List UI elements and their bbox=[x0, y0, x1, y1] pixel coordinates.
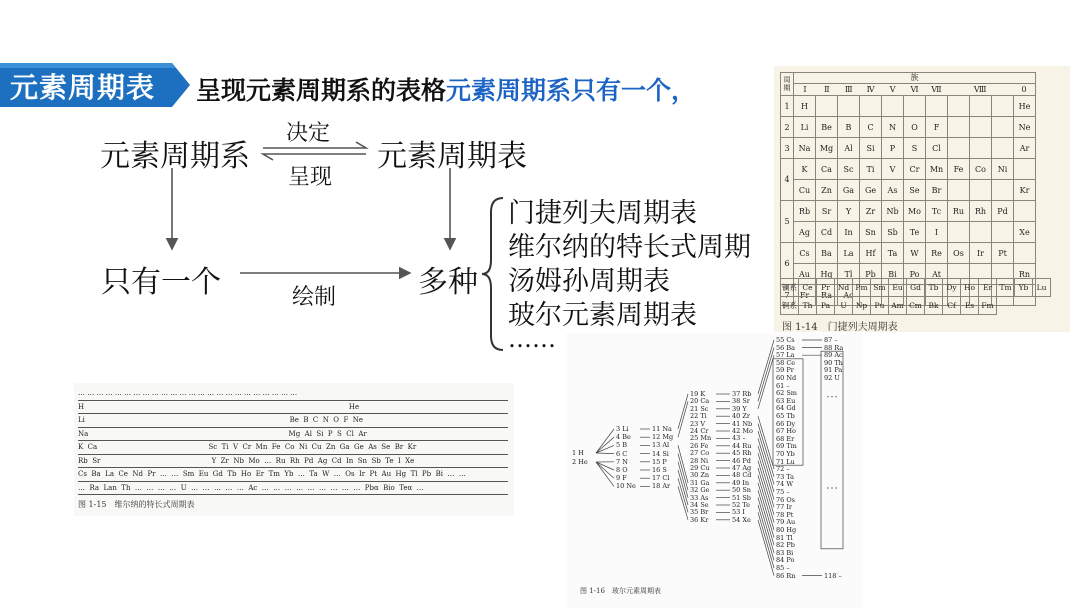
element-cell: Tc bbox=[926, 201, 948, 222]
bohr-element: 10 Ne bbox=[616, 482, 636, 491]
bohr-element: 13 Al bbox=[652, 441, 670, 450]
werner-rows bbox=[78, 387, 508, 495]
bohr-caption: 图 1-16 玻尔元素周期表 bbox=[580, 587, 661, 595]
bohr-connector bbox=[678, 445, 688, 482]
bohr-element: 14 Si bbox=[652, 449, 669, 458]
bohr-element: 36 Kr bbox=[690, 515, 709, 524]
label-decide: 决定 bbox=[286, 121, 331, 146]
bohr-element: 6 C bbox=[616, 449, 628, 458]
f-block-element: Np bbox=[853, 297, 871, 315]
element-cell: Fe bbox=[948, 159, 970, 180]
kind-etc: …… bbox=[508, 325, 556, 353]
element-cell bbox=[1014, 243, 1036, 264]
bohr-element: 83 Bi bbox=[776, 548, 794, 557]
element-cell: Re bbox=[926, 243, 948, 264]
period-number: 6 bbox=[781, 243, 794, 285]
label-present: 呈现 bbox=[288, 165, 333, 190]
bohr-connector bbox=[596, 462, 614, 478]
kind-bohr: 玻尔元素周期表 bbox=[508, 300, 697, 331]
bohr-element: 86 Rn bbox=[776, 571, 796, 580]
f-block-element: Dy bbox=[943, 279, 961, 297]
element-cell: Ga bbox=[838, 180, 860, 201]
bohr-element: 51 Sb bbox=[732, 493, 751, 502]
bohr-connector bbox=[678, 401, 688, 437]
bohr-element: 31 Ga bbox=[690, 478, 710, 487]
kind-werner: 维尔纳的特长式周期 bbox=[508, 232, 751, 263]
mendeleev-table bbox=[780, 72, 1036, 306]
bohr-element: 73 Ta bbox=[776, 472, 795, 481]
element-cell: Y bbox=[838, 201, 860, 222]
element-cell: Te bbox=[904, 222, 926, 243]
period-number: 4 bbox=[781, 159, 794, 201]
bohr-element: 2 He bbox=[572, 458, 588, 466]
f-block-element: Ce bbox=[799, 279, 817, 297]
f-block-element: Er bbox=[979, 279, 997, 297]
element-cell: Ne bbox=[1014, 117, 1036, 138]
element-cell: Ru bbox=[948, 201, 970, 222]
period-number: 3 bbox=[781, 138, 794, 159]
bohr-element: 41 Nb bbox=[732, 419, 753, 428]
f-block-element: Yb bbox=[1015, 279, 1033, 297]
bohr-figure bbox=[566, 333, 862, 608]
werner-row: Rb Sr Y Zr Nb Mo … Ru Rh Pd Ag Cd In Sn Sb Te I Xe bbox=[78, 455, 508, 469]
bohr-connector bbox=[678, 478, 688, 512]
werner-row: H He bbox=[78, 401, 508, 415]
element-cell: Cl bbox=[926, 138, 948, 159]
element-cell: Ge bbox=[860, 180, 882, 201]
headline-highlight: 元素周期系只有一个， bbox=[446, 76, 697, 105]
bohr-connector bbox=[596, 437, 614, 453]
bohr-element: 40 Zr bbox=[732, 412, 750, 421]
bohr-element: 90 Th bbox=[824, 358, 843, 367]
bohr-element: 46 Pd bbox=[732, 456, 751, 465]
bohr-element: 45 Rh bbox=[732, 449, 752, 458]
element-cell: Rh bbox=[970, 201, 992, 222]
werner-figure bbox=[74, 383, 514, 516]
element-cell: H bbox=[794, 96, 816, 117]
bohr-element: 20 Ca bbox=[690, 397, 710, 406]
mendeleev-row bbox=[781, 180, 1036, 201]
element-cell: In bbox=[838, 222, 860, 243]
bohr-element: 69 Tm bbox=[776, 442, 797, 451]
element-cell: Ra bbox=[816, 285, 838, 306]
element-cell bbox=[838, 96, 860, 117]
element-cell: Sb bbox=[882, 222, 904, 243]
element-cell bbox=[816, 96, 838, 117]
bohr-element: 70 Yb bbox=[776, 450, 795, 458]
bohr-connector bbox=[678, 394, 688, 429]
element-cell bbox=[1014, 201, 1036, 222]
f-block-element: Fm bbox=[979, 297, 997, 315]
bohr-element: 68 Er bbox=[776, 434, 795, 443]
mendeleev-row bbox=[781, 201, 1036, 222]
f-block-row bbox=[781, 279, 1051, 297]
arrow-decide bbox=[263, 142, 366, 148]
element-cell: La bbox=[838, 243, 860, 264]
f-block-label: 镧系 bbox=[781, 279, 799, 297]
bohr-element: 35 Br bbox=[690, 508, 709, 517]
f-block-element: Sm bbox=[871, 279, 889, 297]
bohr-element: 52 Te bbox=[732, 501, 751, 509]
bohr-element: 24 Cr bbox=[690, 427, 709, 435]
element-cell: P bbox=[882, 138, 904, 159]
element-cell bbox=[970, 117, 992, 138]
element-cell bbox=[948, 138, 970, 159]
element-cell: Ar bbox=[1014, 138, 1036, 159]
element-cell: Sc bbox=[838, 159, 860, 180]
headline-main: 呈现元素周期系的表格 bbox=[196, 76, 447, 105]
f-block-element: Cm bbox=[907, 297, 925, 315]
element-cell: F bbox=[926, 117, 948, 138]
bohr-element: 87 – bbox=[824, 336, 838, 344]
element-cell: Ti bbox=[860, 159, 882, 180]
element-cell: Ba bbox=[816, 243, 838, 264]
element-cell: Os bbox=[948, 243, 970, 264]
mendeleev-rows bbox=[781, 96, 1036, 306]
element-cell: S bbox=[904, 138, 926, 159]
element-cell: N bbox=[882, 117, 904, 138]
f-block-element: U bbox=[835, 297, 853, 315]
kind-mendeleev: 门捷列夫周期表 bbox=[508, 198, 697, 229]
f-block-element: Lu bbox=[1033, 279, 1051, 297]
bohr-element: 55 Cs bbox=[776, 336, 795, 344]
bohr-element: 34 Se bbox=[690, 501, 709, 509]
element-cell: Rb bbox=[794, 201, 816, 222]
element-cell: Nb bbox=[882, 201, 904, 222]
period-number: 1 bbox=[781, 96, 794, 117]
element-cell: K bbox=[794, 159, 816, 180]
bohr-element: 29 Cu bbox=[690, 464, 710, 472]
bohr-element: 27 Co bbox=[690, 449, 710, 458]
bohr-connector bbox=[758, 340, 774, 394]
werner-row: … … … … … … … … … … … … … … … … … … … … … … … … bbox=[78, 387, 508, 401]
werner-row: Li Be B C N O F Ne bbox=[78, 414, 508, 428]
werner-row: K Ca Sc Ti V Cr Mn Fe Co Ni Cu Zn Ga Ge As Se Br Kr bbox=[78, 441, 508, 455]
bohr-element: 62 Sm bbox=[776, 389, 797, 398]
f-block-element: Pa bbox=[817, 297, 835, 315]
f-block-row bbox=[781, 297, 1051, 315]
period-number: 2 bbox=[781, 117, 794, 138]
element-cell: Cu bbox=[794, 180, 816, 201]
title-tag-label: 元素周期表 bbox=[10, 71, 156, 104]
bohr-element: 82 Pb bbox=[776, 541, 795, 550]
mendeleev-figure bbox=[774, 66, 1070, 332]
f-block-element: Gd bbox=[907, 279, 925, 297]
element-cell: O bbox=[904, 117, 926, 138]
bohr-element: 80 Hg bbox=[776, 526, 797, 534]
bohr-element: 84 Po bbox=[776, 556, 795, 565]
element-cell: Si bbox=[860, 138, 882, 159]
bohr-element: 72 – bbox=[776, 465, 790, 474]
element-cell: At bbox=[926, 264, 948, 285]
bohr-element: 78 Pt bbox=[776, 510, 794, 519]
element-cell: As bbox=[882, 180, 904, 201]
element-cell: Ta bbox=[882, 243, 904, 264]
element-cell: Zr bbox=[860, 201, 882, 222]
element-cell: Au bbox=[794, 264, 816, 285]
bohr-element: 75 – bbox=[776, 488, 790, 496]
element-cell bbox=[904, 96, 926, 117]
bohr-element: 64 Gd bbox=[776, 404, 796, 413]
f-block-element: Cf bbox=[943, 297, 961, 315]
group-header: 族 Ⅰ Ⅱ Ⅲ Ⅳ Ⅴ Ⅵ Ⅶ Ⅷ 0 bbox=[794, 73, 1036, 96]
mendeleev-row bbox=[781, 222, 1036, 243]
bohr-element: 48 Cd bbox=[732, 471, 752, 480]
bohr-element: 61 – bbox=[776, 381, 790, 390]
bohr-element: 9 F bbox=[616, 474, 627, 483]
bohr-element: 15 P bbox=[652, 457, 667, 466]
bohr-element: 91 Pa bbox=[824, 366, 843, 375]
bohr-element: 66 Dy bbox=[776, 419, 796, 428]
mendeleev-row bbox=[781, 117, 1036, 138]
element-cell bbox=[860, 96, 882, 117]
element-cell: Mo bbox=[904, 201, 926, 222]
f-block-element: Tb bbox=[925, 279, 943, 297]
bohr-element: 92 U bbox=[824, 374, 840, 382]
mendeleev-row bbox=[781, 243, 1036, 264]
bohr-element: 18 Ar bbox=[652, 482, 671, 491]
bohr-element: 17 Cl bbox=[652, 474, 670, 483]
element-cell: Li bbox=[794, 117, 816, 138]
f-block-element: Eu bbox=[889, 279, 907, 297]
bohr-element: 49 In bbox=[732, 478, 750, 487]
element-cell: Ca bbox=[816, 159, 838, 180]
bohr-element: 74 W bbox=[776, 480, 794, 489]
mendeleev-caption: 图 1-14 门捷列夫周期表 bbox=[782, 322, 898, 332]
element-cell: Al bbox=[838, 138, 860, 159]
node-periodic-system: 元素周期系 bbox=[100, 139, 250, 174]
werner-caption: 图 1-15 维尔纳的特长式周期表 bbox=[78, 500, 195, 509]
bohr-element: 71 Lu bbox=[776, 457, 795, 466]
lanthanide-table bbox=[780, 278, 1051, 315]
element-cell: W bbox=[904, 243, 926, 264]
mendeleev-row bbox=[781, 96, 1036, 117]
bohr-element: 39 Y bbox=[732, 404, 747, 413]
bohr-element: 118 – bbox=[824, 571, 842, 580]
node-many: 多种 bbox=[418, 265, 478, 300]
element-cell: Hf bbox=[860, 243, 882, 264]
kind-thomson: 汤姆孙周期表 bbox=[508, 266, 670, 297]
bohr-element: 33 As bbox=[690, 493, 709, 502]
element-cell bbox=[992, 180, 1014, 201]
bohr-element: 25 Mn bbox=[690, 434, 712, 443]
element-cell: Hg bbox=[816, 264, 838, 285]
element-cell bbox=[970, 180, 992, 201]
element-cell bbox=[882, 96, 904, 117]
bohr-element: 8 O bbox=[616, 466, 628, 474]
bohr-element: 12 Mg bbox=[652, 433, 674, 442]
bohr-element: 88 Ra bbox=[824, 343, 844, 352]
f-block-element: Pr bbox=[817, 279, 835, 297]
element-cell bbox=[970, 138, 992, 159]
element-cell: Fr bbox=[794, 285, 816, 306]
element-cell: Sr bbox=[816, 201, 838, 222]
bohr-element: 89 Ac bbox=[824, 351, 843, 360]
bohr-element: 11 Na bbox=[652, 425, 672, 433]
werner-row: Cs Ba La Ce Nd Pr … … Sm Eu Gd Tb Ho Er Tm Yb … Ta W … Os Ir Pt Au Hg Tl Pb Bi … … bbox=[78, 468, 508, 482]
element-cell: Cs bbox=[794, 243, 816, 264]
bohr-element: 67 Ho bbox=[776, 427, 796, 436]
element-cell bbox=[948, 96, 970, 117]
element-cell: Cd bbox=[816, 222, 838, 243]
element-cell: Se bbox=[904, 180, 926, 201]
bohr-element: 26 Fe bbox=[690, 441, 709, 450]
f-block-element: Am bbox=[889, 297, 907, 315]
bohr-element: 63 Eu bbox=[776, 396, 796, 405]
bohr-element: 54 Xe bbox=[732, 515, 751, 524]
element-cell bbox=[948, 222, 970, 243]
element-cell: Ir bbox=[970, 243, 992, 264]
period-header: 周期 bbox=[781, 73, 794, 96]
bohr-element: 77 Ir bbox=[776, 503, 793, 512]
bohr-connector bbox=[758, 355, 774, 409]
bohr-element: 76 Os bbox=[776, 495, 796, 504]
element-cell: Tl bbox=[838, 264, 860, 285]
f-block-element: Pu bbox=[871, 297, 889, 315]
element-cell: Ac bbox=[838, 285, 860, 306]
bohr-element: 37 Rb bbox=[732, 390, 752, 398]
element-cell bbox=[948, 180, 970, 201]
bohr-element: 43 – bbox=[732, 434, 746, 443]
bohr-connector bbox=[596, 453, 614, 454]
period-number: 7 bbox=[781, 285, 794, 306]
element-cell: Kr bbox=[1014, 180, 1036, 201]
bohr-element: 56 Ba bbox=[776, 343, 795, 352]
bohr-element: 5 B bbox=[616, 441, 627, 450]
element-cell: C bbox=[860, 117, 882, 138]
element-cell bbox=[1014, 159, 1036, 180]
element-cell bbox=[992, 96, 1014, 117]
bohr-element: 79 Au bbox=[776, 518, 796, 527]
bohr-element: 58 Ce bbox=[776, 358, 796, 367]
arrow-present bbox=[263, 154, 366, 160]
werner-row: Na Mg Al Si P S Cl Ar bbox=[78, 428, 508, 442]
bohr-element: 81 Tl bbox=[776, 533, 793, 542]
bohr-element: 44 Ru bbox=[732, 441, 752, 450]
bohr-element: 4 Be bbox=[616, 433, 631, 442]
element-cell: Na bbox=[794, 138, 816, 159]
element-cell: Po bbox=[904, 264, 926, 285]
bohr-element: 23 V bbox=[690, 419, 706, 428]
bohr-element: 50 Sn bbox=[732, 486, 751, 495]
period-number: 5 bbox=[781, 201, 794, 243]
element-cell bbox=[992, 138, 1014, 159]
element-cell: Zn bbox=[816, 180, 838, 201]
f-block-element: Nd bbox=[835, 279, 853, 297]
element-cell: V bbox=[882, 159, 904, 180]
element-cell bbox=[970, 222, 992, 243]
f-block-element: Tm bbox=[997, 279, 1015, 297]
bohr-element: 65 Tb bbox=[776, 412, 795, 420]
bohr-connector bbox=[678, 470, 688, 505]
f-block-element: Pm bbox=[853, 279, 871, 297]
bohr-element: 53 I bbox=[732, 508, 745, 517]
label-draw: 绘制 bbox=[292, 285, 337, 310]
node-only-one: 只有一个 bbox=[101, 265, 221, 300]
bohr-element: 32 Ge bbox=[690, 486, 710, 495]
element-cell bbox=[948, 117, 970, 138]
element-cell: Mg bbox=[816, 138, 838, 159]
f-block-element: Th bbox=[799, 297, 817, 315]
bohr-element: 1 H bbox=[572, 449, 584, 457]
node-periodic-table: 元素周期表 bbox=[377, 139, 527, 174]
brace bbox=[482, 198, 503, 350]
f-block-label: 锕系 bbox=[781, 297, 799, 315]
bohr-lines bbox=[566, 333, 862, 608]
bohr-element: 38 Sr bbox=[732, 397, 750, 406]
bohr-connector bbox=[678, 454, 688, 491]
element-cell bbox=[992, 222, 1014, 243]
f-block-element: Ho bbox=[961, 279, 979, 297]
bohr-connector bbox=[758, 348, 774, 402]
element-cell: Pd bbox=[992, 201, 1014, 222]
element-cell: Ag bbox=[794, 222, 816, 243]
bohr-element: 85 – bbox=[776, 564, 790, 572]
mendeleev-row bbox=[781, 138, 1036, 159]
bohr-element: 22 Ti bbox=[690, 412, 707, 421]
element-cell: Pb bbox=[860, 264, 882, 285]
bohr-element: 59 Pr bbox=[776, 366, 794, 375]
element-cell: Be bbox=[816, 117, 838, 138]
element-cell bbox=[970, 96, 992, 117]
mendeleev-row bbox=[781, 159, 1036, 180]
bohr-element: 42 Mo bbox=[732, 427, 753, 435]
element-cell: Br bbox=[926, 180, 948, 201]
bohr-element: 21 Sc bbox=[690, 404, 709, 413]
bohr-element: 57 La bbox=[776, 351, 795, 360]
bohr-element: 28 Ni bbox=[690, 456, 709, 465]
bohr-element: 19 K bbox=[690, 390, 706, 398]
element-cell: Cr bbox=[904, 159, 926, 180]
bohr-element: 30 Zn bbox=[690, 471, 710, 480]
element-cell: Mn bbox=[926, 159, 948, 180]
element-cell: Bi bbox=[882, 264, 904, 285]
werner-row: … Ra Lan Th … … … … U … … … … … Ac … … … … … … … … … Pbα Bio Teα … bbox=[78, 482, 508, 496]
bohr-element: 47 Ag bbox=[732, 464, 752, 472]
f-block-element: Es bbox=[961, 297, 979, 315]
element-cell: Sn bbox=[860, 222, 882, 243]
bohr-element: 60 Nd bbox=[776, 374, 797, 382]
element-cell: Ni bbox=[992, 159, 1014, 180]
element-cell: Xe bbox=[1014, 222, 1036, 243]
bohr-element: 3 Li bbox=[616, 425, 629, 433]
element-cell bbox=[926, 96, 948, 117]
element-cell bbox=[992, 117, 1014, 138]
element-cell: I bbox=[926, 222, 948, 243]
bohr-element: 7 N bbox=[616, 457, 628, 466]
element-cell: He bbox=[1014, 96, 1036, 117]
element-cell: B bbox=[838, 117, 860, 138]
element-cell: Rn bbox=[1014, 264, 1036, 285]
f-block-element: Bk bbox=[925, 297, 943, 315]
bohr-element: 16 S bbox=[652, 466, 667, 474]
element-cell: Co bbox=[970, 159, 992, 180]
element-cell: Pt bbox=[992, 243, 1014, 264]
